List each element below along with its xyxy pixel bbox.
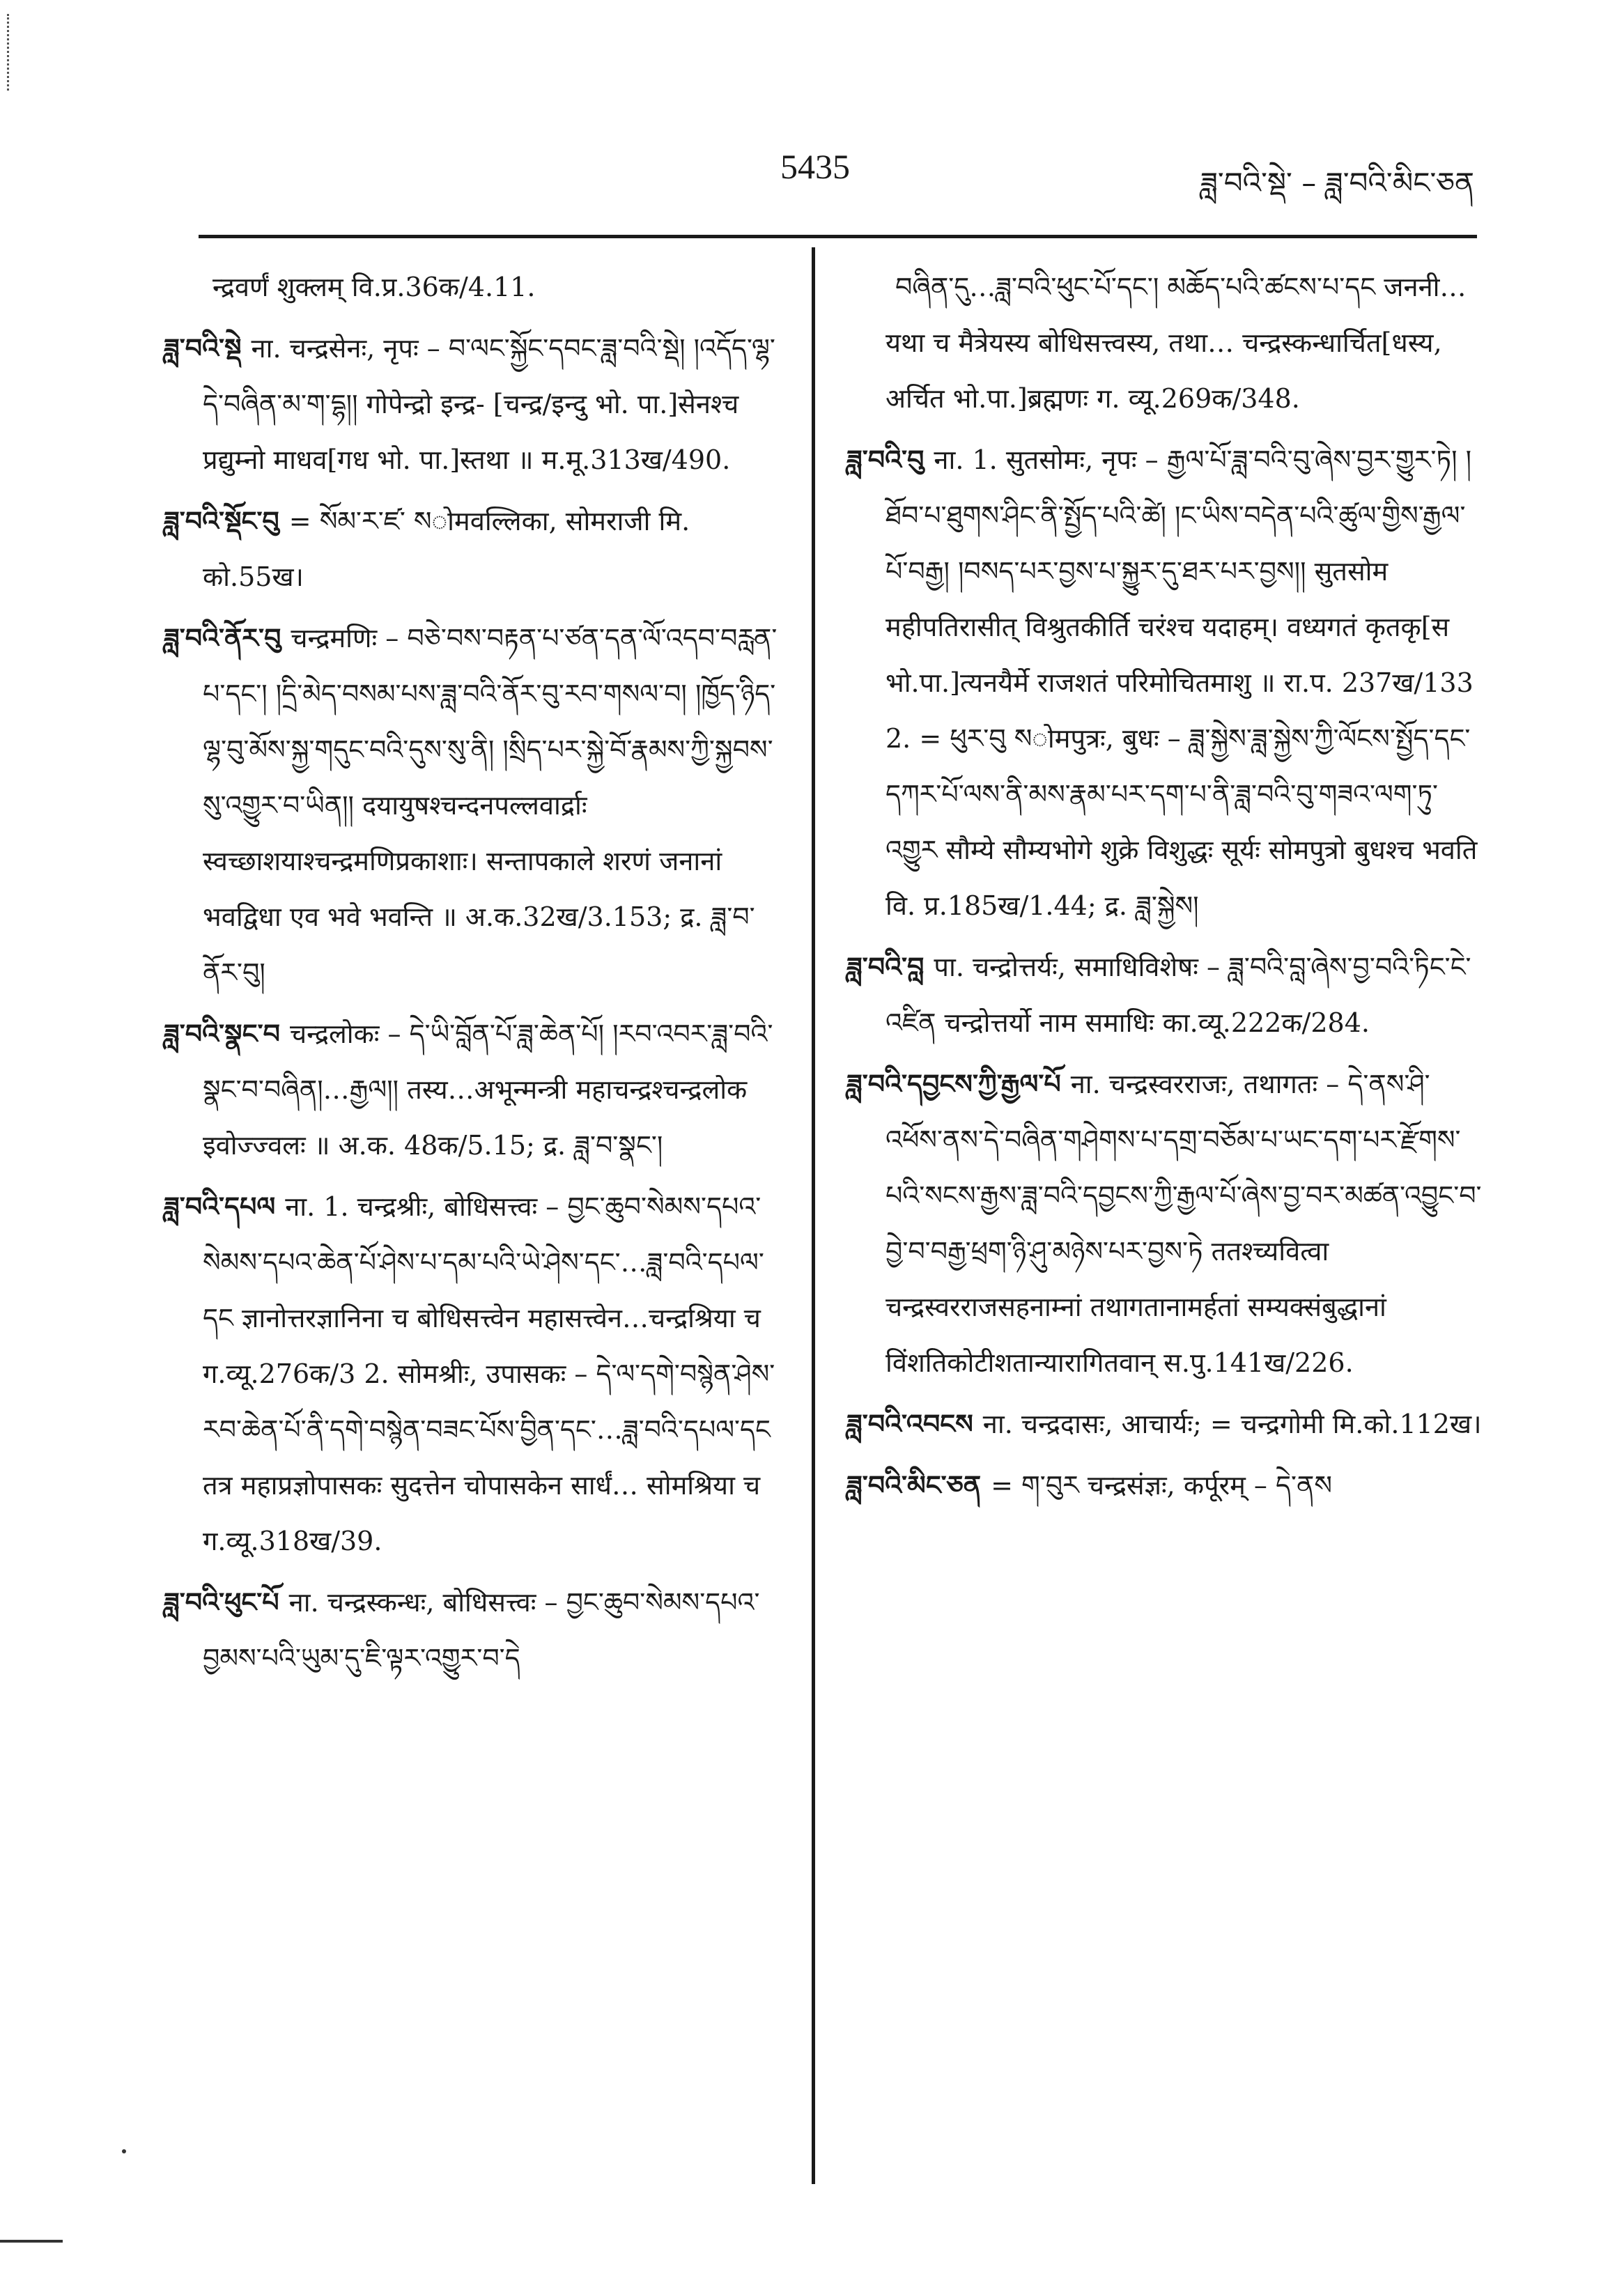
entry-headword: ཟླ་བའི་སྣང་བ — [164, 1019, 280, 1049]
entry-headword: ཟླ་བའི་དབྱངས་ཀྱི་རྒྱལ་པོ — [846, 1069, 1061, 1099]
dictionary-entry — [164, 259, 791, 315]
entry-text: चन्द्रलोकः – དེ་ཡི་བློན་པོ་ཟླ་ཆེན་པོ། །རབ་འབར་ཟླ་བའི་སྣང་བ་བཞིན།…རྒྱལ།། तस्य…अभून्मन्त्री महाचन्द्रश्चन्द्रलोक इवोज्ज्वलः ॥ अ.क. 48क/5.15; द्र. ཟླ་བ་སྣང་། — [203, 1019, 773, 1161]
entry-text: पा. चन्द्रोत्तर्यः, समाधिविशेषः – ཟླ་བའི་བླ་ཞེས་བྱ་བའི་ཏིང་ངེ་འཛིན चन्द्रोत्तर्यो नाम समाधिः का.व्यू.222क/284. — [886, 952, 1471, 1038]
dictionary-entry — [164, 493, 791, 605]
dictionary-entry — [846, 1396, 1484, 1452]
entry-headword: ཟླ་བའི་ནོར་བུ — [164, 623, 281, 653]
entry-headword: ཟླ་བའི་དཔལ — [164, 1191, 276, 1222]
entry-text: ना. 1. चन्द्रश्रीः, बोधिसत्त्वः – བྱང་ཆུབ་སེམས་དཔའ་སེམས་དཔའ་ཆེན་པོ་ཤེས་པ་དམ་པའི་ཡེ་ཤེས་དང་…ཟླ་བའི་དཔལ་དང ज्ञानोत्तरज्ञानिना च बोधिसत्त्वेन महासत्त्वेन…चन्द्रश्रिया च ग.व्यू.276क/3 2. सोमश्रीः, उपासकः – དེ་ལ་དགེ་བསྙེན་ཤེས་རབ་ཆེན་པོ་ནི་དགེ་བསྙེན་བཟང་པོས་བྱིན་དང་…ཟླ་བའི་དཔལ་དང तत्र महाप्रज्ञोपासकः सुदत्तेन चोपासकेन सार्धं… सोमश्रिया च ग.व्यू.318ख/39. — [203, 1191, 775, 1556]
entry-text: ना. 1. सुतसोमः, नृपः – རྒྱལ་པོ་ཟླ་བའི་བུ་ཞེས་བྱར་གྱུར་ཏེ། །ཐོབ་པ་ཐུགས་ཤིང་ནི་སྤྱོད་པའི་ཚེ། །ང་ཡིས་བདེན་པའི་ཚུལ་གྱིས་རྒྱལ་པོ་བརྒྱ། །བསད་པར་བྱས་པ་སྐྱུར་དུ་ཐར་པར་བྱས།། सुतसोम महीपतिरासीत् विश्रुतकीर्ति चरंश्च यदाहम्। वध्यगतं कृतकृ[स भो.पा.]त्यनयैर्मे राजशतं परिमोचितमाशु ॥ रा.प. 237ख/133 2. = ཕུར་བུ སोमपुत्रः, बुधः – ཟླ་སྐྱེས་ཟླ་སྐྱེས་ཀྱི་ལོངས་སྤྱོད་དང་དཀར་པོ་ལས་ནི་མས་རྣམ་པར་དག་པ་ནི་ཟླ་བའི་བུ་གཟའ་ལག་ཏུ་འགྱུར सौम्ये सौम्यभोगे शुक्रे विशुद्धः सूर्यः सोमपुत्रो बुधश्च भवति वि. प्र.185ख/1.44; द्र. ཟླ་སྐྱེས། — [886, 444, 1478, 921]
dictionary-entry — [164, 1179, 791, 1569]
entry-text: = ག་བུར चन्द्रसंज्ञः, कर्पूरम् – དེ་ནས — [991, 1470, 1332, 1501]
column-divider — [812, 247, 815, 2184]
entry-headword: ཟླ་བའི་བུ — [846, 444, 925, 475]
entry-headword: ཟླ་བའི་མིང་ཅན — [846, 1470, 982, 1501]
header-rule — [199, 235, 1477, 238]
entry-text: चन्द्रमणिः – བཅེ་བས་བརྟན་པ་ཙན་དན་ལོ་འདབ་བརླན་པ་དང་། །དྲི་མེད་བསམ་པས་ཟླ་བའི་ནོར་བུ་རབ་གསལ་བ། །ཁྱོད་ཉིད་ལྷ་བུ་མོས་སྐྱ་གདུང་བའི་དུས་སུ་ནི། །སྲིད་པར་སྐྱེ་བོ་རྣམས་ཀྱི་སྐྱབས་སུ་འགྱུར་བ་ཡིན།། दयायुषश्चन्दनपल्लवार्द्राः स्वच्छाशयाश्चन्द्रमणिप्रकाशाः। सन्तापकाले शरणं जनानां भवद्विधा एव भवे भवन्ति ॥ अ.क.32ख/3.153; द्र. ཟླ་བ་ནོར་བུ། — [203, 623, 778, 988]
entry-text: ना. चन्द्रसेनः, नृपः – བ་ལང་སྐྱོང་དབང་ཟླ་བའི་སྡེ། །འདོད་ལྷ་དེ་བཞིན་མ་ག་དྷ།། गोपेन्द्रो इन्द्र- [चन्द्र/इन्दु भो. पा.]सेनश्च प्रद्युम्नो माधव[गध भो. पा.]स्तथा ॥ म.मू.313ख/490. — [203, 333, 775, 475]
entry-text: ना. चन्द्रस्वरराजः, तथागतः – དེ་ནས་ཤི་འཕོས་ནས་དེ་བཞིན་གཤེགས་པ་དགྲ་བཅོམ་པ་ཡང་དག་པར་རྫོགས་པའི་སངས་རྒྱས་ཟླ་བའི་དབྱངས་ཀྱི་རྒྱལ་པོ་ཞེས་བྱ་བར་མཚན་འབྱུང་བ་བྱེ་བ་བརྒྱ་ཕྲག་ཉི་ཤུ་མཉེས་པར་བྱས་ཏེ ततश्च्यवित्वा चन्द्रस्वरराजसहनाम्नां तथागतानामर्हतां सम्यक्संबुद्धानां विंशतिकोटीशतान्यारागितवान् स.पु.141ख/226. — [886, 1069, 1482, 1378]
entry-text: ना. चन्द्रदासः, आचार्यः; = चन्द्रगोमी मि.को.112ख। — [982, 1409, 1482, 1439]
right-column — [846, 259, 1484, 1519]
running-head: ཟླ་བའི་སྡེ་ – ཟླ་བའི་མིང་ཅན — [1200, 166, 1474, 200]
entry-headword: ཟླ་བའི་སྡེ — [164, 333, 242, 364]
dictionary-entry — [164, 1574, 791, 1686]
entry-text: न्द्रवर्णं शुक्लम् वि.प्र.36क/4.11. — [212, 272, 536, 302]
entry-text: ना. चन्द्रस्कन्धः, बोधिसत्त्वः – བྱང་ཆུབ་སེམས་དཔའ་བྱམས་པའི་ཡུམ་དུ་ཇི་ལྟར་འགྱུར་བ་དེ — [203, 1587, 760, 1673]
entry-headword: ཟླ་བའི་སྡོང་བུ — [164, 506, 279, 536]
dictionary-entry — [164, 320, 791, 488]
dictionary-entry — [164, 610, 791, 1000]
entry-headword: ཟླ་བའི་བླ — [846, 952, 925, 982]
dictionary-entry — [846, 939, 1484, 1051]
entry-text: བཞིན་དུ…ཟླ་བའི་ཕུང་པོ་དང་། མཆོད་པའི་ཚངས་པ་དང जननी… यथा च मैत्रेयस्य बोधिसत्त्वस्य, तथा… चन्द्रस्कन्धार्चित[धस्य, अर्चित भो.पा.]ब्रह्मणः ग. व्यू.269क/348. — [886, 272, 1467, 414]
scan-bottom-mark — [0, 2240, 63, 2243]
dictionary-entry — [164, 1006, 791, 1173]
dictionary-entry — [846, 1457, 1484, 1513]
entry-text: = སོམ་ར་ཛ་ སोमवल्लिका, सोमराजी मि. को.55ख। — [203, 506, 690, 592]
dictionary-entry — [846, 259, 1484, 426]
scan-margin-mark — [7, 14, 13, 91]
dictionary-entry — [846, 432, 1484, 934]
entry-headword: ཟླ་བའི་འབངས — [846, 1409, 973, 1439]
dictionary-entry — [846, 1056, 1484, 1391]
page-header — [0, 132, 1624, 200]
entry-headword: ཟླ་བའི་ཕུང་པོ — [164, 1587, 279, 1618]
left-column — [164, 259, 791, 1692]
page-number: 5435 — [780, 147, 850, 186]
scan-dot — [122, 2149, 126, 2153]
